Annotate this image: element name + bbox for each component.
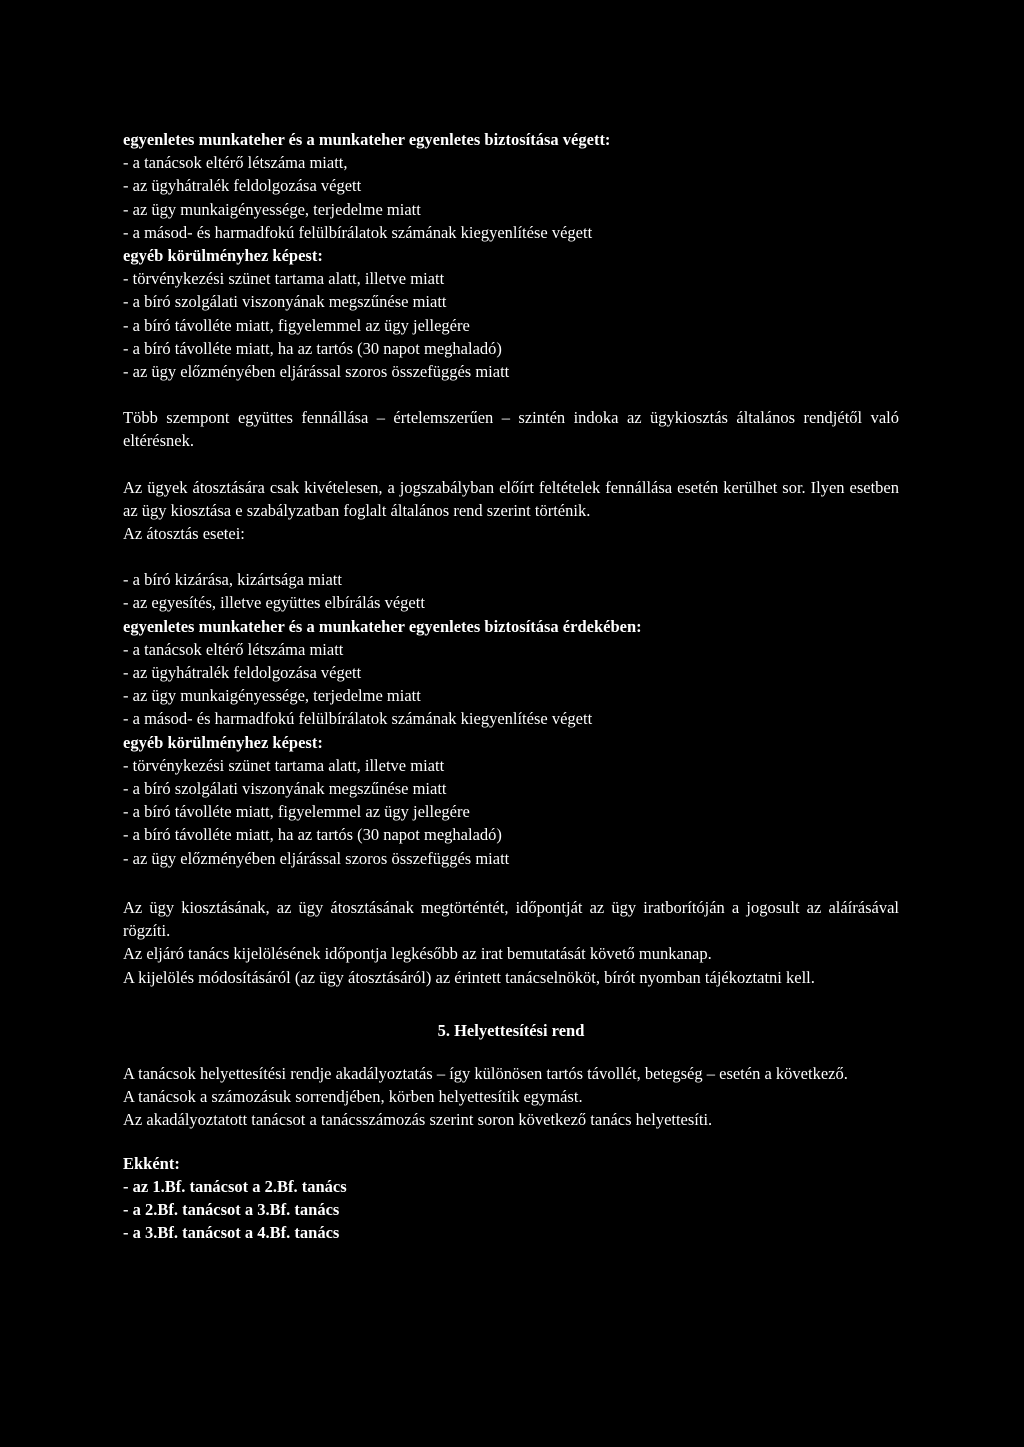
list-item: - a bíró szolgálati viszonyának megszűnése miatt	[123, 779, 447, 799]
ekkent-label: Ekként:	[123, 1153, 180, 1173]
list-item: - a tanácsok eltérő létszáma miatt	[123, 639, 344, 659]
section-b-heading-1: egyenletes munkateher és a munkateher egyenletes biztosítása érdekében:	[123, 616, 642, 636]
section-5-title: 5. Helyettesítési rend	[437, 1020, 585, 1040]
document-page	[123, 128, 899, 1244]
list-item: - a 2.Bf. tanácsot a 3.Bf. tanács	[123, 1199, 340, 1219]
list-item: - a bíró távolléte miatt, figyelemmel az ügy jellegére	[123, 315, 470, 335]
list-item: - a tanácsok eltérő létszáma miatt,	[123, 153, 348, 173]
paragraph-atosztas: Az ügyek átosztására csak kivételesen, a jogszabályban előírt feltételek fennállása esetén kerülhet sor. Ilyen esetben az ügy kiosztása e szabályzatban foglalt általános rend szerint történik.	[123, 477, 899, 520]
list-item: - az 1.Bf. tanácsot a 2.Bf. tanács	[123, 1176, 347, 1196]
list-item: - az egyesítés, illetve együttes elbírálás végett	[123, 593, 425, 613]
paragraph-kiosztas: Az ügy kiosztásának, az ügy átosztásának megtörténtét, időpontját az ügy iratborítóján a jogosult az aláírásával rögzíti.	[123, 897, 899, 941]
list-item: - a 3.Bf. tanácsot a 4.Bf. tanács	[123, 1223, 340, 1243]
list-item: - a bíró szolgálati viszonyának megszűnése miatt	[123, 292, 447, 312]
list-item: - az ügyhátralék feldolgozása végett	[123, 176, 362, 196]
list-item: - az ügy előzményében eljárással szoros összefüggés miatt	[123, 848, 510, 868]
list-item: - az ügy munkaigényessége, terjedelme miatt	[123, 686, 421, 706]
list-item: - az ügyhátralék feldolgozása végett	[123, 663, 362, 683]
list-item: - a bíró távolléte miatt, figyelemmel az ügy jellegére	[123, 802, 470, 822]
list-item: - a másod- és harmadfokú felülbírálatok számának kiegyenlítése végett	[123, 709, 593, 729]
section-a-heading-1: egyenletes munkateher és a munkateher egyenletes biztosítása végett:	[123, 130, 611, 149]
section-b-heading-2: egyéb körülményhez képest:	[123, 732, 323, 752]
list-item: - az ügy előzményében eljárással szoros összefüggés miatt	[123, 362, 510, 382]
list-item: - törvénykezési szünet tartama alatt, illetve miatt	[123, 755, 445, 775]
paragraph-helyettesites-1: A tanácsok helyettesítési rendje akadályoztatás – így különösen tartós távollét, betegség – esetén a következő.	[123, 1063, 848, 1083]
paragraph-helyettesites-3: Az akadályoztatott tanácsot a tanácsszámozás szerint soron következő tanács helyettesíti.	[123, 1110, 713, 1130]
list-item: - a bíró kizárása, kizártsága miatt	[123, 570, 342, 590]
paragraph-modositas: A kijelölés módosításáról (az ügy átosztásáról) az érintett tanácselnököt, bírót nyomban tájékoztatni kell.	[123, 967, 815, 987]
atosztas-esetei-label: Az átosztás esetei:	[123, 524, 245, 544]
section-a-heading-2: egyéb körülményhez képest:	[123, 246, 323, 266]
list-item: - törvénykezési szünet tartama alatt, illetve miatt	[123, 269, 445, 289]
list-item: - a bíró távolléte miatt, ha az tartós (30 napot meghaladó)	[123, 825, 502, 845]
paragraph-helyettesites-2: A tanácsok a számozásuk sorrendjében, körben helyettesítik egymást.	[123, 1087, 583, 1107]
list-item: - a másod- és harmadfokú felülbírálatok számának kiegyenlítése végett	[123, 222, 593, 242]
paragraph-tobb-szempont: Több szempont együttes fennállása – értelemszerűen – szintén indoka az ügykiosztás általános rendjétől való eltérésnek.	[123, 408, 899, 451]
paragraph-kijeloles: Az eljáró tanács kijelölésének időpontja legkésőbb az irat bemutatását követő munkanap.	[123, 944, 712, 964]
list-item: - a bíró távolléte miatt, ha az tartós (30 napot meghaladó)	[123, 338, 502, 358]
list-item: - az ügy munkaigényessége, terjedelme miatt	[123, 199, 421, 219]
